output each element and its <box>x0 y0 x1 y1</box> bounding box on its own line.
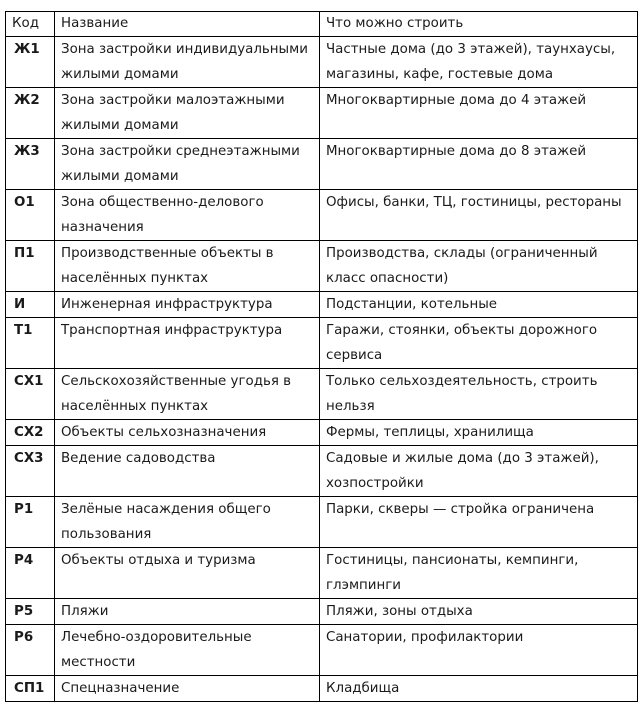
table-row <box>6 88 638 139</box>
zone-name-line: Лечебно-оздоровительные <box>61 630 252 645</box>
zone-allowed-use <box>320 599 638 625</box>
zone-name-line: Объекты сельхозназначения <box>61 425 267 440</box>
zone-code: Р6 <box>6 625 55 676</box>
table-row <box>6 548 638 599</box>
zone-name-line: Зелёные насаждения общего <box>61 502 271 517</box>
zone-allowed-use-line: Санатории, профилактории <box>326 630 524 645</box>
zone-name-line: Инженерная инфраструктура <box>61 297 273 312</box>
zone-code: СХ1 <box>6 369 55 420</box>
zone-allowed-use-line: Многоквартирные дома до 8 этажей <box>326 144 587 159</box>
table-row <box>6 625 638 676</box>
zone-code: Р4 <box>6 548 55 599</box>
zone-name-line: жилыми домами <box>61 67 179 82</box>
zone-allowed-use <box>320 241 638 292</box>
table-row <box>6 599 638 625</box>
table-body <box>6 37 638 702</box>
zone-name-line: Зона застройки среднеэтажными <box>61 144 300 159</box>
zone-name-line: Зона общественно-делового <box>61 195 264 210</box>
zone-name-line: жилыми домами <box>61 169 179 184</box>
zone-allowed-use <box>320 420 638 446</box>
zone-name-line: Производственные объекты в <box>61 246 274 261</box>
zone-allowed-use-line: Кладбища <box>326 681 400 696</box>
zone-name-line: Сельскохозяйственные угодья в <box>61 374 292 389</box>
zone-code: И <box>6 292 55 318</box>
zone-name-line: жилыми домами <box>61 118 179 133</box>
zone-code: Ж3 <box>6 139 55 190</box>
zone-name-line: местности <box>61 655 136 670</box>
zone-name <box>55 190 320 241</box>
zone-allowed-use-line: Только сельхоздеятельность, строить <box>326 374 598 389</box>
zone-allowed-use <box>320 446 638 497</box>
table-row <box>6 497 638 548</box>
zone-name-line: Пляжи <box>61 604 109 619</box>
zone-name-line: населённых пунктах <box>61 271 209 286</box>
zone-name <box>55 139 320 190</box>
zone-name <box>55 318 320 369</box>
zone-allowed-use-line: Парки, скверы — стройка ограничена <box>326 502 595 517</box>
zone-code: СХ3 <box>6 446 55 497</box>
document <box>5 11 637 702</box>
zone-allowed-use <box>320 292 638 318</box>
zone-allowed-use-line: Многоквартирные дома до 4 этажей <box>326 93 587 108</box>
zone-allowed-use-line: Частные дома (до 3 этажей), таунхаусы, <box>326 42 616 57</box>
zone-name <box>55 37 320 88</box>
zone-allowed-use-line: Пляжи, зоны отдыха <box>326 604 473 619</box>
zone-code: Р5 <box>6 599 55 625</box>
zone-code: О1 <box>6 190 55 241</box>
zone-allowed-use-line: магазины, кафе, гостевые дома <box>326 67 554 82</box>
zone-name <box>55 369 320 420</box>
zone-name <box>55 497 320 548</box>
zone-name-line: Зона застройки малоэтажными <box>61 93 285 108</box>
zone-name-line: Спецназначение <box>61 681 180 696</box>
zone-allowed-use <box>320 190 638 241</box>
table-row <box>6 241 638 292</box>
zone-allowed-use-line: нельзя <box>326 399 375 414</box>
zone-name-line: Ведение садоводства <box>61 451 216 466</box>
zone-allowed-use <box>320 676 638 702</box>
zone-allowed-use <box>320 139 638 190</box>
zone-code: Р1 <box>6 497 55 548</box>
zone-allowed-use <box>320 625 638 676</box>
zone-allowed-use-line: Гаражи, стоянки, объекты дорожного <box>326 323 598 338</box>
table-row <box>6 139 638 190</box>
zone-code: Ж1 <box>6 37 55 88</box>
zone-name <box>55 241 320 292</box>
zone-code: СХ2 <box>6 420 55 446</box>
zone-allowed-use <box>320 548 638 599</box>
zone-name-line: населённых пунктах <box>61 399 209 414</box>
zone-name <box>55 625 320 676</box>
zone-allowed-use-line: Фермы, теплицы, хранилища <box>326 425 534 440</box>
zone-allowed-use-line: сервиса <box>326 348 383 363</box>
zone-name <box>55 676 320 702</box>
zone-allowed-use-line: хозпостройки <box>326 476 424 491</box>
table-row <box>6 37 638 88</box>
zone-code: Ж2 <box>6 88 55 139</box>
zone-allowed-use-line: Производства, склады (ограниченный <box>326 246 598 261</box>
zone-allowed-use-line: Подстанции, котельные <box>326 297 498 312</box>
header-what: Что можно строить <box>320 12 638 37</box>
zone-name-line: Объекты отдыха и туризма <box>61 553 256 568</box>
zone-name-line: Зона застройки индивидуальными <box>61 42 308 57</box>
table-header-row <box>6 12 638 37</box>
zone-allowed-use <box>320 37 638 88</box>
zone-name <box>55 88 320 139</box>
table-row <box>6 318 638 369</box>
zone-name-line: пользования <box>61 527 152 542</box>
zone-allowed-use-line: Офисы, банки, ТЦ, гостиницы, рестораны <box>326 195 622 210</box>
zone-code: СП1 <box>6 676 55 702</box>
table-row <box>6 190 638 241</box>
zone-name <box>55 292 320 318</box>
zone-allowed-use <box>320 497 638 548</box>
zone-name-line: назначения <box>61 220 144 235</box>
zone-allowed-use <box>320 88 638 139</box>
zone-allowed-use-line: Садовые и жилые дома (до 3 этажей), <box>326 451 599 466</box>
table-row <box>6 676 638 702</box>
table-row <box>6 369 638 420</box>
zone-name <box>55 446 320 497</box>
zone-allowed-use <box>320 318 638 369</box>
zone-name <box>55 420 320 446</box>
zone-code: П1 <box>6 241 55 292</box>
table-row <box>6 446 638 497</box>
zone-allowed-use-line: глэмпинги <box>326 578 401 593</box>
zone-code: Т1 <box>6 318 55 369</box>
zone-allowed-use-line: Гостиницы, пансионаты, кемпинги, <box>326 553 579 568</box>
header-name: Название <box>55 12 320 37</box>
header-code: Код <box>6 12 55 37</box>
zone-allowed-use-line: класс опасности) <box>326 271 449 286</box>
zone-name-line: Транспортная инфраструктура <box>61 323 283 338</box>
zone-name <box>55 548 320 599</box>
table-row <box>6 420 638 446</box>
zoning-table <box>5 11 638 702</box>
table-row <box>6 292 638 318</box>
zone-allowed-use <box>320 369 638 420</box>
zone-name <box>55 599 320 625</box>
